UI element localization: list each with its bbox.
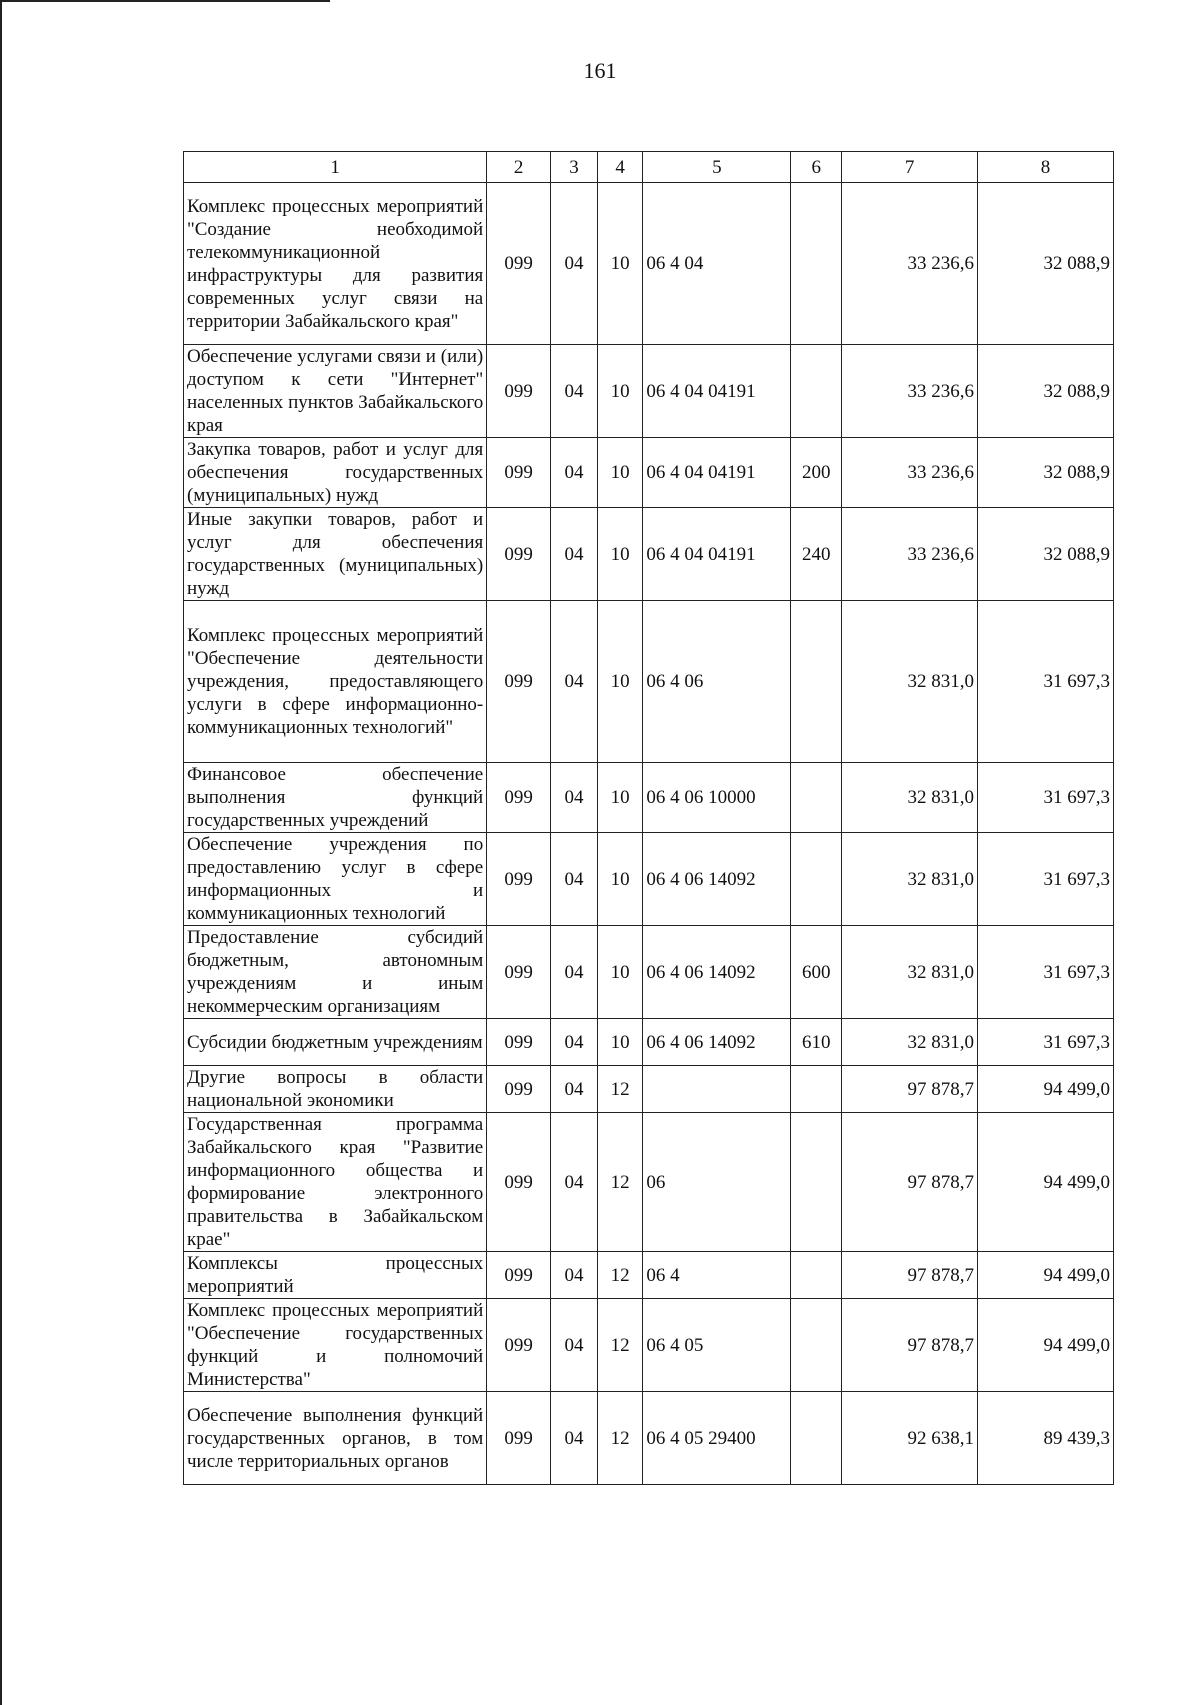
cell-col-6 (791, 763, 842, 833)
scan-edge-top (0, 0, 330, 8)
cell-col-3: 04 (551, 833, 598, 926)
scan-edge-left (0, 0, 8, 1705)
cell-col-2: 099 (487, 833, 551, 926)
cell-col-6: 240 (791, 508, 842, 601)
cell-col-2: 099 (487, 1113, 551, 1252)
cell-col-4: 10 (597, 833, 643, 926)
cell-col-3: 04 (551, 1299, 598, 1392)
cell-col-8: 31 697,3 (978, 601, 1114, 763)
cell-col-6 (791, 183, 842, 345)
cell-col-2: 099 (487, 1252, 551, 1299)
cell-col-3: 04 (551, 438, 598, 508)
cell-col-2: 099 (487, 345, 551, 438)
row-name: Финансовое обеспечение выполнения функций государственных учреждений (184, 763, 487, 833)
cell-col-4: 10 (597, 1019, 643, 1066)
table-row (184, 438, 1114, 508)
cell-col-8: 32 088,9 (978, 438, 1114, 508)
table-row (184, 345, 1114, 438)
cell-col-8: 31 697,3 (978, 926, 1114, 1019)
cell-col-6 (791, 1113, 842, 1252)
cell-col-6 (791, 601, 842, 763)
cell-col-7: 33 236,6 (842, 345, 978, 438)
cell-col-4: 12 (597, 1113, 643, 1252)
cell-col-6: 610 (791, 1019, 842, 1066)
cell-col-2: 099 (487, 183, 551, 345)
table-row (184, 1019, 1114, 1066)
row-name: Государственная программа Забайкальского края "Развитие информационного общества и формирование электронного правительства в Забайкальском крае" (184, 1113, 487, 1252)
cell-col-3: 04 (551, 1019, 598, 1066)
row-name: Комплекс процессных мероприятий "Создание необходимой телекоммуникационной инфраструктуры для развития современных услуг связи на территории Забайкальского края" (184, 183, 487, 345)
cell-col-2: 099 (487, 1019, 551, 1066)
row-name: Обеспечение учреждения по предоставлению услуг в сфере информационных и коммуникационных технологий (184, 833, 487, 926)
header-row (184, 152, 1114, 183)
cell-col-4: 10 (597, 183, 643, 345)
cell-col-8: 94 499,0 (978, 1299, 1114, 1392)
cell-col-6 (791, 345, 842, 438)
budget-table (183, 151, 1114, 1485)
cell-col-5: 06 4 04 04191 (643, 508, 791, 601)
cell-col-5: 06 4 06 10000 (643, 763, 791, 833)
header-col-8: 8 (978, 152, 1114, 183)
cell-col-4: 10 (597, 508, 643, 601)
cell-col-5: 06 4 05 29400 (643, 1392, 791, 1485)
cell-col-5: 06 4 06 14092 (643, 833, 791, 926)
cell-col-5: 06 (643, 1113, 791, 1252)
cell-col-5: 06 4 06 14092 (643, 1019, 791, 1066)
row-name: Обеспечение услугами связи и (или) доступом к сети "Интернет" населенных пунктов Забайкальского края (184, 345, 487, 438)
table-row (184, 508, 1114, 601)
cell-col-7: 97 878,7 (842, 1066, 978, 1113)
header-col-6: 6 (791, 152, 842, 183)
cell-col-7: 97 878,7 (842, 1113, 978, 1252)
row-name: Иные закупки товаров, работ и услуг для обеспечения государственных (муниципальных) нужд (184, 508, 487, 601)
cell-col-6 (791, 833, 842, 926)
header-col-1: 1 (184, 152, 487, 183)
cell-col-2: 099 (487, 763, 551, 833)
table-row (184, 601, 1114, 763)
cell-col-6: 600 (791, 926, 842, 1019)
cell-col-7: 97 878,7 (842, 1299, 978, 1392)
header-col-5: 5 (643, 152, 791, 183)
cell-col-5: 06 4 06 (643, 601, 791, 763)
row-name: Комплексы процессных мероприятий (184, 1252, 487, 1299)
cell-col-4: 10 (597, 926, 643, 1019)
cell-col-8: 94 499,0 (978, 1113, 1114, 1252)
cell-col-7: 32 831,0 (842, 926, 978, 1019)
cell-col-2: 099 (487, 1066, 551, 1113)
row-name: Закупка товаров, работ и услуг для обеспечения государственных (муниципальных) нужд (184, 438, 487, 508)
table-row (184, 1392, 1114, 1485)
cell-col-2: 099 (487, 438, 551, 508)
header-col-2: 2 (487, 152, 551, 183)
cell-col-4: 10 (597, 438, 643, 508)
cell-col-7: 33 236,6 (842, 183, 978, 345)
cell-col-5: 06 4 06 14092 (643, 926, 791, 1019)
cell-col-3: 04 (551, 345, 598, 438)
header-col-4: 4 (597, 152, 643, 183)
row-name: Комплекс процессных мероприятий "Обеспечение государственных функций и полномочий Министерства" (184, 1299, 487, 1392)
cell-col-7: 32 831,0 (842, 833, 978, 926)
cell-col-5: 06 4 04 04191 (643, 345, 791, 438)
cell-col-4: 12 (597, 1252, 643, 1299)
cell-col-7: 32 831,0 (842, 763, 978, 833)
table-row (184, 1066, 1114, 1113)
header-col-7: 7 (842, 152, 978, 183)
row-name: Обеспечение выполнения функций государственных органов, в том числе территориальных органов (184, 1392, 487, 1485)
cell-col-6: 200 (791, 438, 842, 508)
cell-col-4: 12 (597, 1392, 643, 1485)
row-name: Субсидии бюджетным учреждениям (184, 1019, 487, 1066)
cell-col-2: 099 (487, 926, 551, 1019)
cell-col-8: 32 088,9 (978, 345, 1114, 438)
cell-col-5: 06 4 (643, 1252, 791, 1299)
cell-col-8: 31 697,3 (978, 833, 1114, 926)
cell-col-6 (791, 1066, 842, 1113)
cell-col-2: 099 (487, 508, 551, 601)
cell-col-3: 04 (551, 926, 598, 1019)
cell-col-3: 04 (551, 601, 598, 763)
cell-col-8: 94 499,0 (978, 1252, 1114, 1299)
cell-col-8: 89 439,3 (978, 1392, 1114, 1485)
cell-col-4: 10 (597, 601, 643, 763)
cell-col-4: 10 (597, 345, 643, 438)
cell-col-5: 06 4 04 04191 (643, 438, 791, 508)
cell-col-3: 04 (551, 1252, 598, 1299)
cell-col-2: 099 (487, 1299, 551, 1392)
row-name: Другие вопросы в области национальной экономики (184, 1066, 487, 1113)
page-number: 161 (583, 58, 617, 83)
cell-col-7: 33 236,6 (842, 508, 978, 601)
table-row (184, 1252, 1114, 1299)
table-row (184, 183, 1114, 345)
row-name: Комплекс процессных мероприятий "Обеспечение деятельности учреждения, предоставляющего услуги в сфере информационно-коммуникационных технологий" (184, 601, 487, 763)
cell-col-8: 32 088,9 (978, 508, 1114, 601)
cell-col-5: 06 4 05 (643, 1299, 791, 1392)
table-row (184, 926, 1114, 1019)
row-name: Предоставление субсидий бюджетным, автономным учреждениям и иным некоммерческим организациям (184, 926, 487, 1019)
cell-col-6 (791, 1299, 842, 1392)
table-row (184, 833, 1114, 926)
cell-col-4: 10 (597, 763, 643, 833)
cell-col-4: 12 (597, 1066, 643, 1113)
cell-col-7: 92 638,1 (842, 1392, 978, 1485)
cell-col-5: 06 4 04 (643, 183, 791, 345)
cell-col-7: 97 878,7 (842, 1252, 978, 1299)
cell-col-6 (791, 1392, 842, 1485)
cell-col-7: 32 831,0 (842, 601, 978, 763)
cell-col-3: 04 (551, 763, 598, 833)
cell-col-2: 099 (487, 1392, 551, 1485)
cell-col-8: 31 697,3 (978, 1019, 1114, 1066)
cell-col-3: 04 (551, 508, 598, 601)
cell-col-8: 31 697,3 (978, 763, 1114, 833)
header-col-3: 3 (551, 152, 598, 183)
cell-col-7: 32 831,0 (842, 1019, 978, 1066)
cell-col-8: 94 499,0 (978, 1066, 1114, 1113)
table-row (184, 1299, 1114, 1392)
cell-col-3: 04 (551, 1066, 598, 1113)
cell-col-3: 04 (551, 1392, 598, 1485)
cell-col-8: 32 088,9 (978, 183, 1114, 345)
cell-col-4: 12 (597, 1299, 643, 1392)
cell-col-7: 33 236,6 (842, 438, 978, 508)
cell-col-3: 04 (551, 1113, 598, 1252)
cell-col-3: 04 (551, 183, 598, 345)
cell-col-6 (791, 1252, 842, 1299)
table-row (184, 1113, 1114, 1252)
table-row (184, 763, 1114, 833)
cell-col-2: 099 (487, 601, 551, 763)
cell-col-5 (643, 1066, 791, 1113)
